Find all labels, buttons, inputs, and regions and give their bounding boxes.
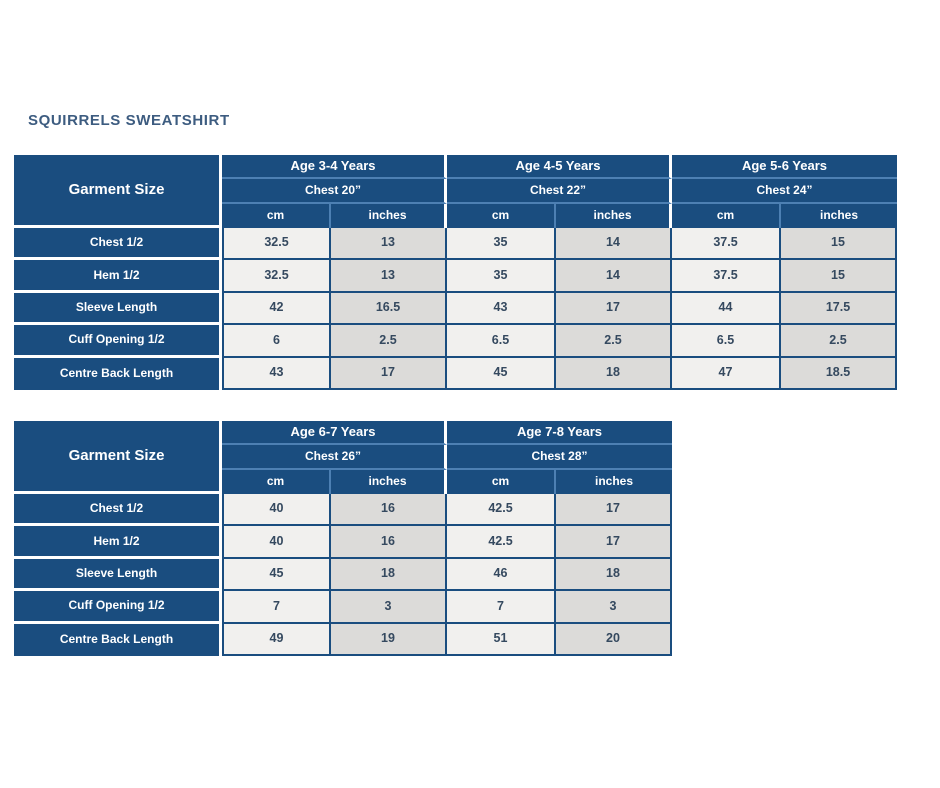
size-table-ages-6-8 (14, 421, 672, 656)
size-value-cell: 16.5 (331, 293, 447, 325)
size-value-cell: 18 (556, 358, 672, 390)
size-value-cell: 2.5 (781, 325, 897, 357)
inches-unit-header: inches (331, 204, 447, 228)
size-value-cell: 7 (222, 591, 331, 623)
cm-unit-header: cm (222, 204, 331, 228)
size-value-cell: 35 (447, 228, 556, 260)
size-value-cell: 17.5 (781, 293, 897, 325)
row-label: Cuff Opening 1/2 (14, 325, 222, 357)
size-value-cell: 45 (447, 358, 556, 390)
inches-unit-header: inches (781, 204, 897, 228)
size-value-cell: 6.5 (672, 325, 781, 357)
row-label: Chest 1/2 (14, 228, 222, 260)
size-value-cell: 37.5 (672, 260, 781, 292)
inches-unit-header: inches (556, 470, 672, 494)
size-value-cell: 17 (556, 293, 672, 325)
chest-size-header: Chest 20” (222, 179, 447, 203)
age-group-header: Age 6-7 Years (222, 421, 447, 445)
size-value-cell: 6 (222, 325, 331, 357)
size-value-cell: 51 (447, 624, 556, 656)
size-value-cell: 45 (222, 559, 331, 591)
age-group-header: Age 4-5 Years (447, 155, 672, 179)
row-label: Sleeve Length (14, 293, 222, 325)
row-label: Hem 1/2 (14, 260, 222, 292)
size-value-cell: 40 (222, 526, 331, 558)
size-table-ages-3-6 (14, 155, 897, 390)
garment-size-header: Garment Size (14, 421, 222, 494)
size-value-cell: 18 (331, 559, 447, 591)
row-label: Chest 1/2 (14, 494, 222, 526)
cm-unit-header: cm (222, 470, 331, 494)
size-value-cell: 43 (447, 293, 556, 325)
size-value-cell: 44 (672, 293, 781, 325)
size-value-cell: 6.5 (447, 325, 556, 357)
size-value-cell: 32.5 (222, 228, 331, 260)
row-label: Sleeve Length (14, 559, 222, 591)
age-group-header: Age 3-4 Years (222, 155, 447, 179)
chest-size-header: Chest 26” (222, 445, 447, 469)
size-value-cell: 13 (331, 260, 447, 292)
page-title: SQUIRRELS SWEATSHIRT (28, 112, 230, 129)
size-value-cell: 14 (556, 228, 672, 260)
size-value-cell: 42 (222, 293, 331, 325)
size-value-cell: 18 (556, 559, 672, 591)
age-group-header: Age 5-6 Years (672, 155, 897, 179)
size-value-cell: 32.5 (222, 260, 331, 292)
garment-size-header: Garment Size (14, 155, 222, 228)
size-value-cell: 47 (672, 358, 781, 390)
size-value-cell: 16 (331, 494, 447, 526)
size-value-cell: 35 (447, 260, 556, 292)
inches-unit-header: inches (331, 470, 447, 494)
size-value-cell: 18.5 (781, 358, 897, 390)
chest-size-header: Chest 24” (672, 179, 897, 203)
cm-unit-header: cm (447, 470, 556, 494)
size-value-cell: 19 (331, 624, 447, 656)
size-value-cell: 49 (222, 624, 331, 656)
size-value-cell: 7 (447, 591, 556, 623)
row-label: Centre Back Length (14, 358, 222, 390)
size-value-cell: 2.5 (331, 325, 447, 357)
inches-unit-header: inches (556, 204, 672, 228)
chest-size-header: Chest 22” (447, 179, 672, 203)
size-value-cell: 15 (781, 228, 897, 260)
row-label: Hem 1/2 (14, 526, 222, 558)
row-label: Cuff Opening 1/2 (14, 591, 222, 623)
row-label: Centre Back Length (14, 624, 222, 656)
size-value-cell: 17 (331, 358, 447, 390)
size-value-cell: 13 (331, 228, 447, 260)
size-value-cell: 37.5 (672, 228, 781, 260)
age-group-header: Age 7-8 Years (447, 421, 672, 445)
size-value-cell: 43 (222, 358, 331, 390)
size-value-cell: 14 (556, 260, 672, 292)
size-value-cell: 15 (781, 260, 897, 292)
size-value-cell: 20 (556, 624, 672, 656)
cm-unit-header: cm (672, 204, 781, 228)
size-value-cell: 42.5 (447, 526, 556, 558)
size-value-cell: 16 (331, 526, 447, 558)
size-value-cell: 2.5 (556, 325, 672, 357)
size-value-cell: 42.5 (447, 494, 556, 526)
chest-size-header: Chest 28” (447, 445, 672, 469)
size-value-cell: 46 (447, 559, 556, 591)
size-value-cell: 3 (331, 591, 447, 623)
cm-unit-header: cm (447, 204, 556, 228)
size-value-cell: 3 (556, 591, 672, 623)
size-value-cell: 17 (556, 526, 672, 558)
size-value-cell: 17 (556, 494, 672, 526)
size-value-cell: 40 (222, 494, 331, 526)
